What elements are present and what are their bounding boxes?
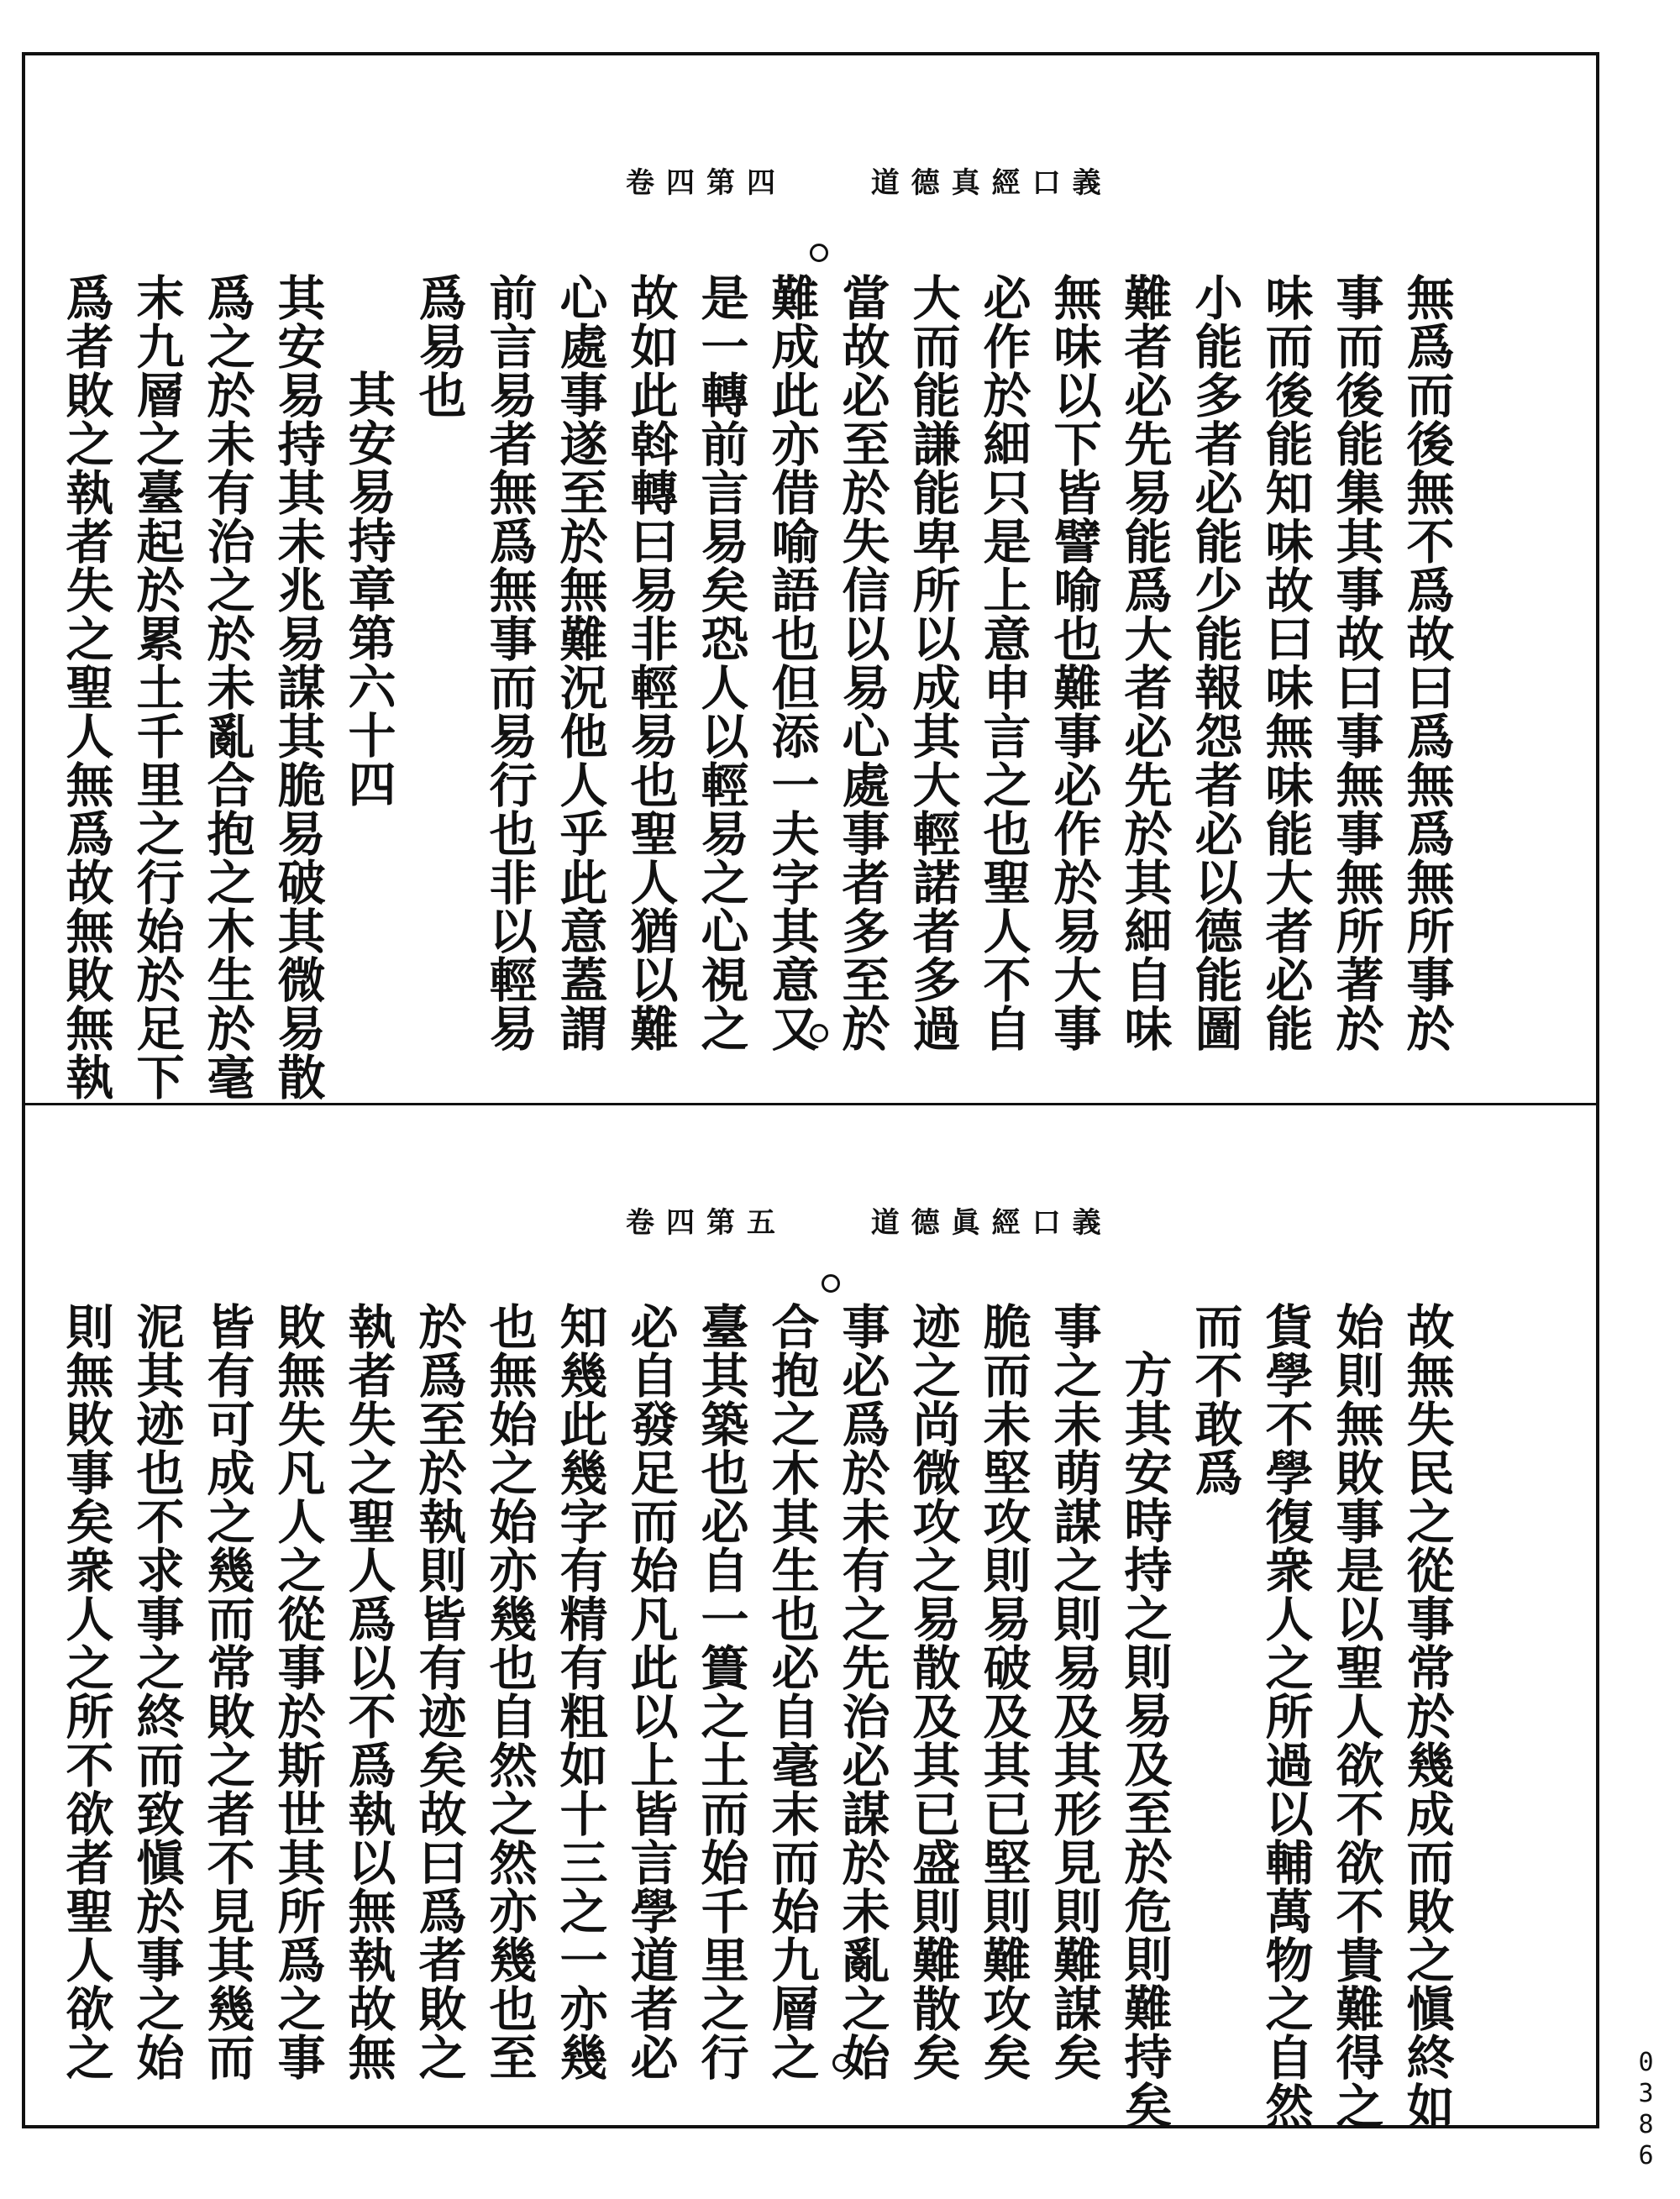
bottom-column-1: 故無失民之從事常於幾成而敗之愼終如 bbox=[1399, 1302, 1455, 2130]
bottom-column-6: 事之未萌謀之則易及其形見則難謀矣 bbox=[1046, 1302, 1102, 2081]
top-column-3: 味而後能知味故曰味無味能大者必能 bbox=[1257, 273, 1314, 1052]
top-column-5: 難者必先易能爲大者必先於其細自味 bbox=[1116, 273, 1173, 1052]
bottom-circle-mark bbox=[822, 1274, 840, 1293]
top-column-8: 大而能謙能卑所以成其大輕諾者多過 bbox=[905, 273, 961, 1052]
top-column-1: 無爲而後無不爲故曰爲無爲無所事於 bbox=[1399, 273, 1455, 1052]
bottom-column-16: 執者失之聖人爲以不爲執以無執故無 bbox=[340, 1302, 396, 2081]
top-column-2: 事而後能集其事故曰事無事無所著於 bbox=[1328, 273, 1384, 1052]
top-column-11: 是一轉前言易矣恐人以輕易之心視之 bbox=[693, 273, 749, 1052]
bottom-column-3: 貨學不學復衆人之所過以輔萬物之自然 bbox=[1257, 1302, 1314, 2130]
top-column-12: 故如此斡轉曰易非輕易也聖人猶以難 bbox=[622, 273, 679, 1052]
bottom-column-10: 合抱之木其生也必自毫末而始九層之 bbox=[764, 1302, 820, 2081]
bottom-column-18: 皆有可成之幾而常敗之者不見其幾而 bbox=[199, 1302, 255, 2081]
bottom-column-9: 事必爲於未有之先治必謀於未亂之始 bbox=[834, 1302, 890, 2081]
top-column-15: 爲易也 bbox=[411, 273, 467, 419]
top-column-4: 小能多者必能少能報怨者必以德能圖 bbox=[1187, 273, 1243, 1052]
bottom-text-block bbox=[50, 1302, 1462, 2130]
top-column-14: 前言易者無爲無事而易行也非以輕易 bbox=[481, 273, 538, 1052]
panel-divider bbox=[22, 1103, 1599, 1105]
bottom-column-7: 脆而未堅攻則易破及其已堅則難攻矣 bbox=[975, 1302, 1032, 2081]
top-column-19: 末九層之臺起於累土千里之行始於足下 bbox=[129, 273, 185, 1101]
top-circle-mark bbox=[810, 244, 828, 262]
top-column-20: 爲者敗之執者失之聖人無爲故無敗無執 bbox=[58, 273, 114, 1101]
bottom-column-14: 也無始之始亦幾也自然之然亦幾也至 bbox=[481, 1302, 538, 2081]
top-column-10: 難成此亦借喻語也但添一夫字其意又 bbox=[764, 273, 820, 1052]
bottom-column-19: 泥其迹也不求事之終而致愼於事之始 bbox=[129, 1302, 185, 2081]
top-column-7: 必作於細只是上意申言之也聖人不自 bbox=[975, 273, 1032, 1052]
bottom-column-17: 敗無失凡人之從事於斯世其所爲之事 bbox=[270, 1302, 326, 2081]
top-header-volume-page: 卷四第四 bbox=[626, 166, 787, 200]
bottom-column-13: 知幾此幾字有精有粗如十三之一亦幾 bbox=[552, 1302, 608, 2081]
top-column-9: 當故必至於失信以易心處事者多至於 bbox=[834, 273, 890, 1052]
bottom-header-book-title: 道德眞經口義 bbox=[870, 1206, 1113, 1240]
top-text-block bbox=[50, 273, 1462, 1101]
chapter-title: 其安易持章第六十四 bbox=[340, 370, 396, 808]
top-column-13: 心處事遂至於無難況他人乎此意蓋謂 bbox=[552, 273, 608, 1052]
bottom-column-15: 於爲至於執則皆有迹矣故曰爲者敗之 bbox=[411, 1302, 467, 2081]
bottom-column-4: 而不敢爲 bbox=[1187, 1302, 1243, 1497]
bottom-column-20: 則無敗事矣衆人之所不欲者聖人欲之 bbox=[58, 1302, 114, 2081]
bottom-column-11: 臺其築也必自一簣之土而始千里之行 bbox=[693, 1302, 749, 2081]
top-header-book-title: 道德真經口義 bbox=[870, 166, 1113, 200]
top-column-18: 爲之於未有治之於未亂合抱之木生於毫 bbox=[199, 273, 255, 1101]
bottom-column-12: 必自發足而始凡此以上皆言學道者必 bbox=[622, 1302, 679, 2081]
bottom-column-8: 迹之尚微攻之易散及其已盛則難散矣 bbox=[905, 1302, 961, 2081]
bottom-column-2: 始則無敗事是以聖人欲不欲不貴難得之 bbox=[1328, 1302, 1384, 2130]
page-number: 0386 bbox=[1631, 2048, 1661, 2172]
bottom-column-5: 方其安時持之則易及至於危則難持矣 bbox=[1116, 1350, 1173, 2129]
bottom-header-volume-page: 卷四第五 bbox=[626, 1206, 787, 1240]
bottom-running-header bbox=[626, 1199, 1113, 1241]
top-column-6: 無味以下皆譬喻也難事必作於易大事 bbox=[1046, 273, 1102, 1052]
top-running-header bbox=[626, 160, 1113, 201]
top-column-17: 其安易持其未兆易謀其脆易破其微易散 bbox=[270, 273, 326, 1101]
